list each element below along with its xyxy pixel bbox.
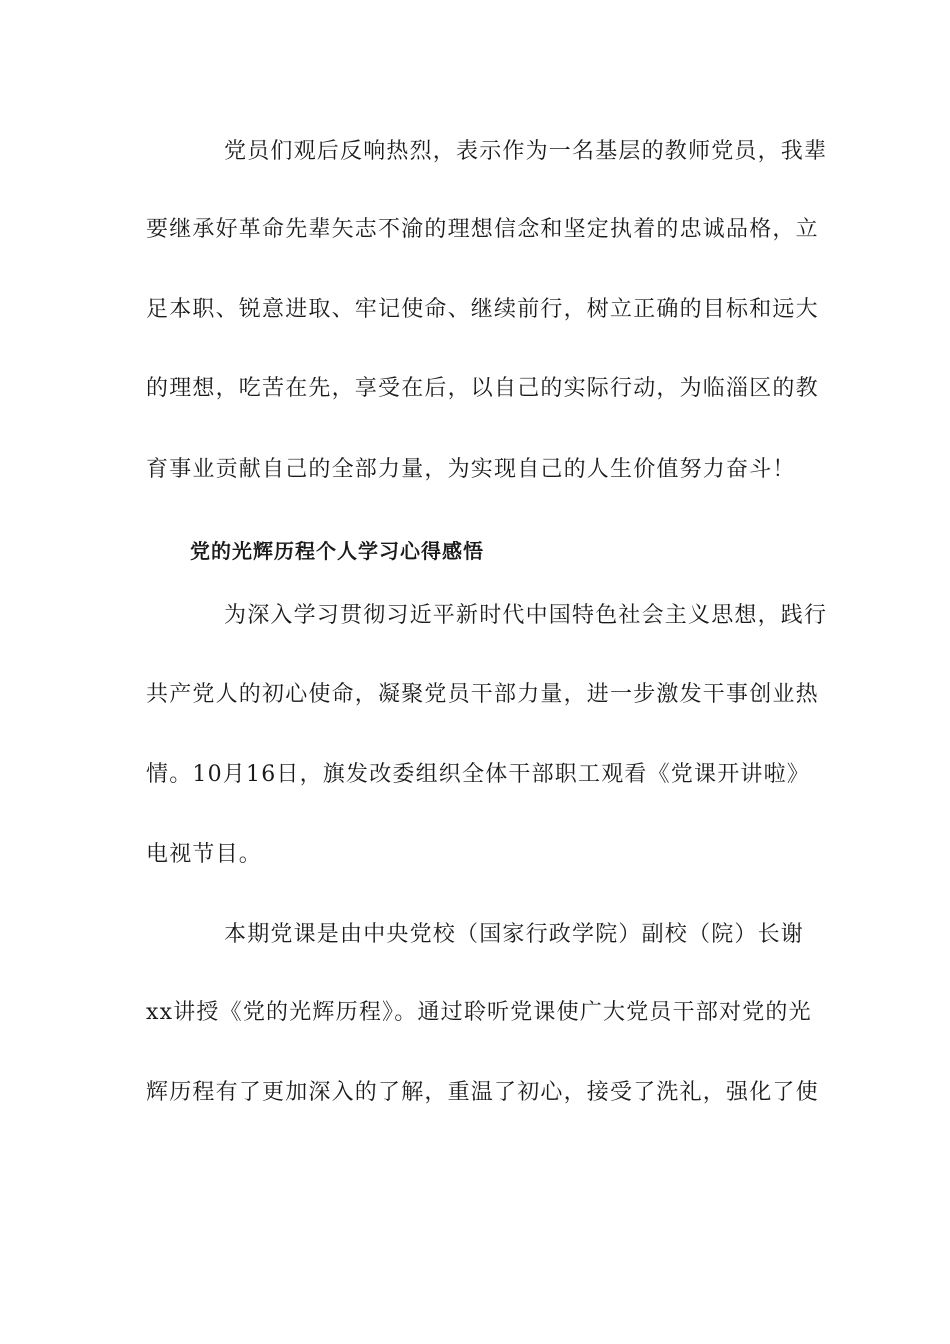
paragraph-2-line-2: 共产党人的初心使命，凝聚党员干部力量，进一步激发干事创业热 — [146, 682, 819, 707]
paragraph-1-line-1: 党员们观后反响热烈，表示作为一名基层的教师党员，我辈 — [224, 139, 828, 164]
paragraph-2-line-3: 情。10月16日，旗发改委组织全体干部职工观看《党课开讲啦》 — [146, 762, 810, 787]
paragraph-1-line-3: 足本职、锐意进取、牢记使命、继续前行，树立正确的目标和远大 — [146, 297, 819, 322]
paragraph-2-line-4: 电视节目。 — [146, 842, 263, 867]
paragraph-3-line-2: xx讲授《党的光辉历程》。通过聆听党课使广大党员干部对党的光 — [146, 1000, 812, 1025]
paragraph-3-line-3: 辉历程有了更加深入的了解，重温了初心，接受了洗礼，强化了使 — [146, 1080, 819, 1105]
paragraph-2-line-1: 为深入学习贯彻习近平新时代中国特色社会主义思想，践行 — [224, 603, 828, 628]
paragraph-3-line-1: 本期党课是由中央党校（国家行政学院）副校（院）长谢 — [224, 922, 805, 947]
paragraph-1-line-5: 育事业贡献自己的全部力量，为实现自己的人生价值努力奋斗！ — [146, 457, 796, 482]
section-heading: 党的光辉历程个人学习心得感悟 — [190, 539, 484, 563]
paragraph-1-line-2: 要继承好革命先辈矢志不渝的理想信念和坚定执着的忠诚品格，立 — [146, 217, 819, 242]
paragraph-1-line-4: 的理想，吃苦在先，享受在后，以自己的实际行动，为临淄区的教 — [146, 376, 819, 401]
